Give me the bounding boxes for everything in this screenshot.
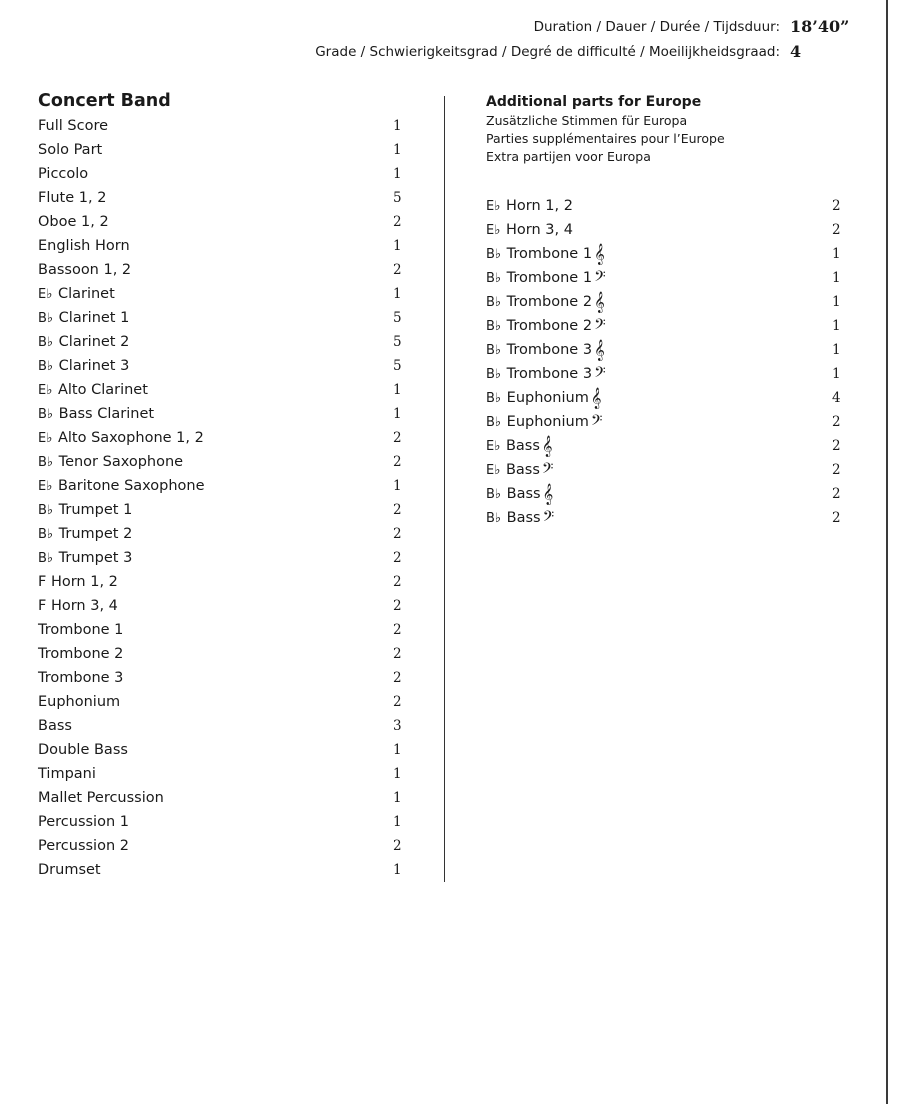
part-row: [38, 618, 408, 642]
part-count: 2: [832, 510, 841, 526]
part-row: [38, 234, 408, 258]
part-name-text: Baritone Saxophone: [57, 478, 205, 494]
part-count: 2: [832, 198, 841, 214]
treble-clef-icon: 𝄞: [594, 340, 605, 361]
part-row: [486, 410, 851, 434]
part-row: [38, 714, 408, 738]
part-row: [38, 522, 408, 546]
part-count: 3: [393, 718, 402, 734]
part-row: [38, 354, 408, 378]
part-name: [38, 334, 129, 350]
part-name: [38, 670, 123, 686]
part-row: [38, 378, 408, 402]
part-name: [486, 436, 553, 457]
part-count: 1: [832, 366, 841, 382]
part-row: [38, 426, 408, 450]
part-row: [486, 218, 851, 242]
part-name-text: Drumset: [38, 862, 101, 878]
part-count: 1: [393, 382, 402, 398]
part-name: [38, 310, 129, 326]
part-name-text: Mallet Percussion: [38, 790, 164, 806]
key-signature-label: B♭: [486, 319, 502, 334]
part-name: [38, 838, 129, 854]
part-count: 1: [393, 478, 402, 494]
part-count: 1: [832, 342, 841, 358]
part-name-text: Clarinet 1: [58, 310, 130, 326]
part-name-text: Horn 1, 2: [505, 198, 573, 214]
part-name-text: Percussion 2: [38, 838, 129, 854]
part-name: [38, 190, 106, 206]
key-signature-label: E♭: [486, 463, 501, 478]
key-signature-label: B♭: [486, 487, 502, 502]
part-name-text: Trombone 2: [38, 646, 124, 662]
part-name-text: Bass: [506, 510, 541, 526]
part-name-text: Trombone 1: [506, 270, 593, 286]
key-signature-label: E♭: [486, 199, 501, 214]
key-signature-label: B♭: [38, 551, 54, 566]
part-row: [38, 666, 408, 690]
part-count: 2: [832, 486, 841, 502]
part-name-text: F Horn 3, 4: [38, 598, 118, 614]
part-name: [38, 406, 154, 422]
part-name-text: Full Score: [38, 118, 109, 134]
part-count: 2: [832, 438, 841, 454]
key-signature-label: E♭: [486, 439, 501, 454]
key-signature-label: B♭: [38, 407, 54, 422]
europe-subtitle-fr: Parties supplémentaires pour l’Europe: [486, 131, 725, 146]
part-name-text: Trombone 2: [506, 294, 593, 310]
part-row: [38, 186, 408, 210]
part-count: 2: [832, 462, 841, 478]
part-name-text: Percussion 1: [38, 814, 129, 830]
part-row: [38, 546, 408, 570]
part-name-text: Trumpet 3: [58, 550, 133, 566]
part-name: [38, 262, 131, 278]
part-name-text: Trombone 3: [38, 670, 124, 686]
part-name-text: Euphonium: [38, 694, 121, 710]
part-row: [486, 362, 851, 386]
part-name-text: Timpani: [38, 766, 96, 782]
part-name: [486, 364, 606, 385]
part-row: [486, 506, 851, 530]
key-signature-label: B♭: [38, 311, 54, 326]
part-name-text: Bass: [505, 438, 540, 454]
part-name: [38, 718, 72, 734]
part-count: 2: [393, 838, 402, 854]
part-count: 5: [393, 310, 402, 326]
duration-label: Duration / Dauer / Durée / Tijdsduur:: [533, 19, 780, 35]
bass-clef-icon: 𝄢: [590, 412, 603, 433]
key-signature-label: B♭: [486, 415, 502, 430]
part-name-text: Bass: [38, 718, 72, 734]
part-name: [486, 244, 605, 265]
part-row: [38, 282, 408, 306]
part-name: [38, 694, 120, 710]
part-name-text: Trombone 3: [506, 342, 593, 358]
part-name: [486, 268, 606, 289]
part-count: 1: [832, 270, 841, 286]
key-signature-label: E♭: [38, 431, 53, 446]
part-count: 2: [393, 574, 402, 590]
part-name-text: Trombone 2: [506, 318, 593, 334]
part-count: 4: [832, 390, 841, 406]
part-name: [38, 166, 88, 182]
part-count: 1: [393, 118, 402, 134]
part-row: [38, 738, 408, 762]
part-name: [486, 222, 573, 238]
europe-subtitle-de: Zusätzliche Stimmen für Europa: [486, 113, 688, 128]
part-name-text: Double Bass: [38, 742, 128, 758]
part-name: [38, 502, 132, 518]
part-name-text: Horn 3, 4: [505, 222, 573, 238]
part-name: [486, 316, 606, 337]
part-row: [38, 402, 408, 426]
part-name: [38, 574, 118, 590]
bass-clef-icon: 𝄢: [541, 460, 554, 481]
part-count: 2: [832, 414, 841, 430]
part-name: [38, 286, 115, 302]
part-count: 2: [393, 262, 402, 278]
part-count: 5: [393, 190, 402, 206]
treble-clef-icon: 𝄞: [541, 436, 553, 457]
part-row: [486, 386, 851, 410]
part-row: [486, 290, 851, 314]
part-count: 2: [393, 670, 402, 686]
bass-clef-icon: 𝄢: [594, 316, 606, 337]
part-name-text: Alto Clarinet: [57, 382, 148, 398]
grade-value: 4: [790, 42, 802, 61]
part-name-text: Trombone 1: [38, 622, 124, 638]
part-name: [38, 430, 204, 446]
part-row: [38, 858, 408, 882]
part-count: 1: [393, 862, 402, 878]
part-row: [38, 306, 408, 330]
key-signature-label: B♭: [38, 527, 54, 542]
part-row: [38, 330, 408, 354]
key-signature-label: B♭: [486, 247, 502, 262]
grade-row: [300, 41, 845, 63]
key-signature-label: B♭: [38, 503, 54, 518]
part-name-text: Euphonium: [506, 414, 589, 430]
part-row: [486, 266, 851, 290]
part-count: 5: [393, 334, 402, 350]
part-row: [486, 434, 851, 458]
duration-row: [300, 16, 850, 38]
part-count: 1: [832, 318, 841, 334]
part-count: 2: [393, 502, 402, 518]
part-row: [38, 138, 408, 162]
part-row: [486, 338, 851, 362]
bass-clef-icon: 𝄢: [594, 268, 606, 289]
concert-band-section: [38, 88, 408, 882]
part-count: 1: [393, 166, 402, 182]
bass-clef-icon: 𝄢: [594, 364, 606, 385]
part-name: [38, 214, 109, 230]
part-name-text: Flute 1, 2: [38, 190, 107, 206]
duration-value: 18’40”: [790, 17, 850, 36]
part-row: [38, 810, 408, 834]
part-count: 1: [832, 246, 841, 262]
part-name: [486, 508, 555, 529]
key-signature-label: E♭: [38, 287, 53, 302]
key-signature-label: E♭: [38, 479, 53, 494]
part-name-text: English Horn: [38, 238, 130, 254]
part-name: [38, 742, 128, 758]
part-row: [38, 210, 408, 234]
part-count: 1: [393, 790, 402, 806]
part-row: [38, 570, 408, 594]
key-signature-label: B♭: [486, 343, 502, 358]
part-name: [38, 598, 118, 614]
part-name: [486, 388, 602, 409]
part-name-text: Bass Clarinet: [58, 406, 155, 422]
part-row: [38, 594, 408, 618]
key-signature-label: B♭: [486, 391, 502, 406]
part-row: [486, 482, 851, 506]
part-row: [38, 114, 408, 138]
part-count: 2: [393, 598, 402, 614]
treble-clef-icon: 𝄞: [594, 292, 605, 313]
treble-clef-icon: 𝄞: [542, 484, 554, 505]
part-name-text: Trombone 1: [506, 246, 593, 262]
part-count: 1: [393, 742, 402, 758]
part-count: 2: [832, 222, 841, 238]
part-name-text: Trumpet 1: [58, 502, 133, 518]
part-count: 1: [393, 286, 402, 302]
key-signature-label: E♭: [486, 223, 501, 238]
part-name: [38, 862, 101, 878]
part-count: 1: [393, 406, 402, 422]
part-count: 2: [393, 526, 402, 542]
part-row: [38, 762, 408, 786]
europe-part-list: [486, 194, 851, 530]
part-name: [38, 118, 108, 134]
part-name: [486, 292, 605, 313]
part-row: [38, 498, 408, 522]
part-count: 1: [393, 142, 402, 158]
part-name: [38, 358, 129, 374]
part-name: [486, 412, 603, 433]
part-name-text: Bassoon 1, 2: [38, 262, 132, 278]
part-name-text: Bass: [505, 462, 540, 478]
part-name: [486, 460, 554, 481]
concert-band-title: Concert Band: [38, 91, 171, 111]
part-name: [38, 526, 132, 542]
part-count: 2: [393, 214, 402, 230]
part-name: [38, 238, 130, 254]
key-signature-label: B♭: [486, 511, 502, 526]
part-name-text: Alto Saxophone 1, 2: [57, 430, 204, 446]
part-name: [38, 814, 129, 830]
part-row: [486, 242, 851, 266]
part-name-text: Euphonium: [506, 390, 589, 406]
part-name: [486, 340, 605, 361]
part-name-text: Clarinet 2: [58, 334, 130, 350]
part-name: [38, 766, 96, 782]
part-name-text: Clarinet 3: [58, 358, 130, 374]
bass-clef-icon: 𝄢: [542, 508, 555, 529]
part-row: [38, 258, 408, 282]
page-edge-line: [886, 0, 888, 1104]
part-row: [486, 458, 851, 482]
treble-clef-icon: 𝄞: [590, 388, 602, 409]
key-signature-label: B♭: [486, 295, 502, 310]
part-count: 2: [393, 694, 402, 710]
part-row: [38, 642, 408, 666]
part-name: [486, 198, 573, 214]
part-count: 2: [393, 430, 402, 446]
part-row: [38, 834, 408, 858]
key-signature-label: B♭: [38, 455, 54, 470]
part-row: [486, 314, 851, 338]
part-name: [38, 550, 132, 566]
part-name: [38, 142, 102, 158]
europe-section: [486, 92, 851, 530]
grade-label: Grade / Schwierigkeitsgrad / Degré de difficulté / Moeilijkheidsgraad:: [315, 44, 780, 60]
part-count: 1: [393, 766, 402, 782]
part-name: [486, 484, 554, 505]
europe-title: Additional parts for Europe: [486, 94, 702, 110]
part-name-text: Solo Part: [38, 142, 103, 158]
part-count: 2: [393, 646, 402, 662]
part-name: [38, 622, 123, 638]
part-count: 2: [393, 550, 402, 566]
column-divider: [444, 96, 445, 882]
concert-band-part-list: [38, 114, 408, 882]
part-row: [38, 690, 408, 714]
part-name-text: F Horn 1, 2: [38, 574, 118, 590]
part-count: 2: [393, 622, 402, 638]
part-row: [486, 194, 851, 218]
part-name-text: Bass: [506, 486, 541, 502]
part-count: 1: [393, 238, 402, 254]
part-name: [38, 382, 148, 398]
part-name-text: Trombone 3: [506, 366, 593, 382]
part-name: [38, 478, 205, 494]
part-count: 1: [832, 294, 841, 310]
part-name-text: Clarinet: [57, 286, 115, 302]
part-name: [38, 454, 183, 470]
part-name: [38, 646, 123, 662]
key-signature-label: B♭: [486, 271, 502, 286]
key-signature-label: B♭: [486, 367, 502, 382]
part-name-text: Tenor Saxophone: [58, 454, 184, 470]
key-signature-label: B♭: [38, 335, 54, 350]
part-row: [38, 162, 408, 186]
part-count: 5: [393, 358, 402, 374]
part-count: 2: [393, 454, 402, 470]
part-name: [38, 790, 164, 806]
treble-clef-icon: 𝄞: [594, 244, 605, 265]
part-name-text: Oboe 1, 2: [38, 214, 109, 230]
part-name-text: Piccolo: [38, 166, 89, 182]
part-row: [38, 474, 408, 498]
part-row: [38, 450, 408, 474]
part-row: [38, 786, 408, 810]
part-count: 1: [393, 814, 402, 830]
europe-subtitle-nl: Extra partijen voor Europa: [486, 149, 651, 164]
part-name-text: Trumpet 2: [58, 526, 133, 542]
key-signature-label: E♭: [38, 383, 53, 398]
key-signature-label: B♭: [38, 359, 54, 374]
